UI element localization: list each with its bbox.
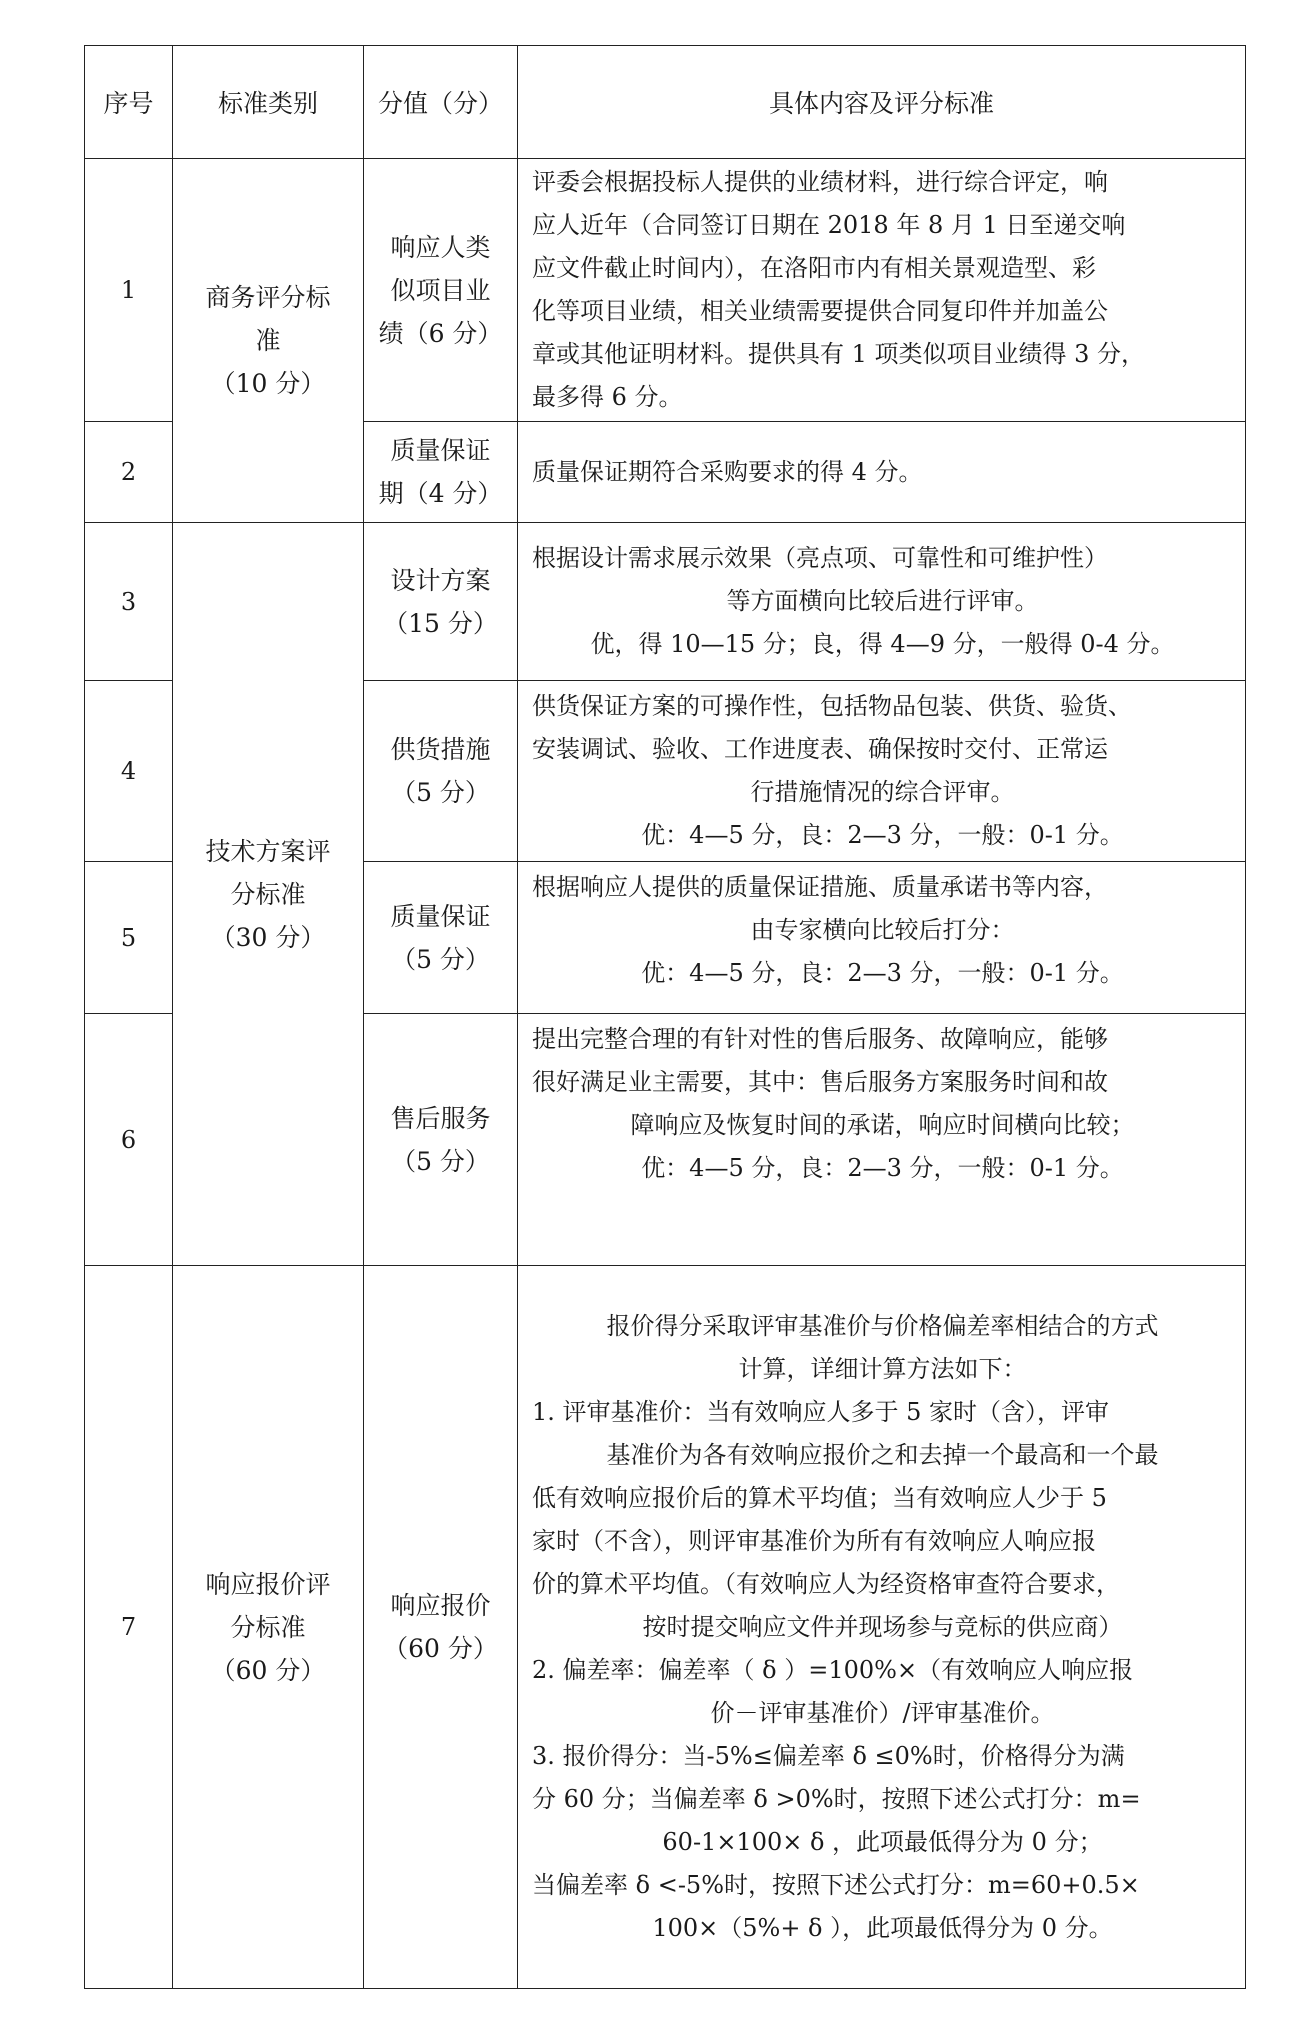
value-line: 售后服务	[390, 1103, 491, 1133]
description	[518, 681, 1246, 862]
desc-line: 应文件截止时间内），在洛阳市内有相关景观造型、彩	[532, 254, 1096, 282]
desc-line: 安装调试、验收、工作进度表、确保按时交付、正常运	[532, 735, 1108, 763]
description	[518, 422, 1246, 523]
value-line: 质量保证	[390, 436, 491, 465]
desc-line: 应人近年（合同签订日期在 2018 年 8 月 1 日至递交响	[532, 211, 1126, 239]
desc-line: 由专家横向比较后打分：	[750, 916, 1015, 944]
category-line: （10 分）	[210, 369, 326, 398]
score-value	[364, 422, 518, 523]
score-value	[364, 862, 518, 1014]
row-number: 4	[85, 681, 173, 862]
score-value	[364, 1266, 518, 1989]
table-row	[85, 523, 1246, 681]
row-number: 1	[85, 159, 173, 422]
category-line: （60 分）	[210, 1655, 326, 1685]
value-line: 响应报价	[390, 1591, 491, 1620]
score-value	[364, 523, 518, 681]
desc-line: 章或其他证明材料。提供具有 1 项类似项目业绩得 3 分，	[532, 340, 1146, 368]
desc-line: 优，得 10—15 分；良，得 4—9 分，一般得 0-4 分。	[590, 630, 1175, 658]
category-technical	[173, 523, 364, 1266]
category-line: 准	[255, 326, 281, 355]
desc-line: 评委会根据投标人提供的业绩材料，进行综合评定，响	[532, 168, 1108, 196]
desc-line: 计算，详细计算方法如下：	[738, 1354, 1027, 1383]
description	[518, 1014, 1246, 1266]
value-line: 似项目业	[390, 275, 491, 305]
category-line: 响应报价评	[205, 1569, 331, 1599]
row-number: 2	[85, 422, 173, 523]
category-line: 商务评分标	[205, 283, 331, 312]
category-line: 分标准	[230, 1612, 306, 1642]
value-line: 响应人类	[390, 232, 491, 262]
value-line: （5 分）	[391, 944, 490, 974]
desc-line: 2. 偏差率：偏差率（ δ ）=100%×（有效响应人响应报	[532, 1655, 1134, 1684]
scoring-criteria-table	[84, 45, 1246, 1989]
desc-line: 很好满足业主需要，其中：售后服务方案服务时间和故	[532, 1068, 1108, 1096]
category-line: 分标准	[230, 879, 306, 909]
desc-line: 家时（不含），则评审基准价为所有有效响应人响应报	[532, 1526, 1096, 1555]
header-row	[85, 46, 1246, 159]
header-value: 分值（分）	[364, 46, 518, 159]
header-no: 序号	[85, 46, 173, 159]
desc-line: 根据设计需求展示效果（亮点项、可靠性和可维护性）	[532, 544, 1108, 572]
score-value	[364, 1014, 518, 1266]
desc-line: 根据响应人提供的质量保证措施、质量承诺书等内容，	[532, 873, 1108, 901]
desc-line: 价－评审基准价）/评审基准价。	[710, 1698, 1055, 1727]
desc-line: 100×（5%+ δ ），此项最低得分为 0 分。	[652, 1913, 1113, 1942]
category-line: （30 分）	[210, 922, 326, 952]
table-row	[85, 159, 1246, 422]
desc-line: 价的算术平均值。（有效响应人为经资格审查符合要求，	[532, 1569, 1120, 1598]
description	[518, 523, 1246, 681]
desc-line: 优：4—5 分，良：2—3 分，一般：0-1 分。	[641, 821, 1124, 849]
value-line: 供货措施	[390, 735, 491, 764]
desc-line: 分 60 分；当偏差率 δ >0%时，按照下述公式打分：m=	[532, 1784, 1141, 1813]
category-price	[173, 1266, 364, 1989]
value-line: （5 分）	[391, 778, 490, 807]
desc-line: 3. 报价得分：当-5%≤偏差率 δ ≤0%时，价格得分为满	[532, 1741, 1125, 1770]
desc-line: 优：4—5 分，良：2—3 分，一般：0-1 分。	[641, 959, 1124, 987]
desc-line: 报价得分采取评审基准价与价格偏差率相结合的方式	[606, 1311, 1159, 1340]
table-row	[85, 1266, 1246, 1989]
row-number: 5	[85, 862, 173, 1014]
value-line: 质量保证	[390, 901, 491, 931]
header-description: 具体内容及评分标准	[518, 46, 1246, 159]
desc-line: 60-1×100× δ ，此项最低得分为 0 分；	[662, 1827, 1103, 1856]
desc-line: 优：4—5 分，良：2—3 分，一般：0-1 分。	[641, 1154, 1124, 1182]
desc-line: 低有效响应报价后的算术平均值；当有效响应人少于 5	[532, 1483, 1107, 1512]
desc-line: 按时提交响应文件并现场参与竞标的供应商）	[642, 1612, 1123, 1641]
value-line: 绩（6 分）	[378, 318, 503, 348]
value-line: 设计方案	[390, 565, 491, 595]
desc-line: 行措施情况的综合评审。	[750, 778, 1015, 806]
desc-line: 1. 评审基准价：当有效响应人多于 5 家时（含），评审	[532, 1397, 1110, 1426]
desc-line: 基准价为各有效响应报价之和去掉一个最高和一个最	[606, 1440, 1159, 1469]
row-number: 7	[85, 1266, 173, 1989]
desc-line: 化等项目业绩，相关业绩需要提供合同复印件并加盖公	[532, 297, 1108, 325]
desc-line: 提出完整合理的有针对性的售后服务、故障响应，能够	[532, 1025, 1108, 1053]
desc-line: 质量保证期符合采购要求的得 4 分。	[532, 457, 923, 486]
desc-line: 等方面横向比较后进行评审。	[726, 587, 1039, 615]
row-number: 3	[85, 523, 173, 681]
desc-line: 供货保证方案的可操作性，包括物品包装、供货、验货、	[532, 692, 1132, 720]
description	[518, 159, 1246, 422]
value-line: （15 分）	[383, 608, 498, 638]
value-line: （5 分）	[391, 1146, 490, 1176]
desc-line: 最多得 6 分。	[532, 383, 683, 411]
row-number: 6	[85, 1014, 173, 1266]
value-line: （60 分）	[383, 1634, 498, 1663]
desc-line: 当偏差率 δ <-5%时，按照下述公式打分：m=60+0.5×	[532, 1870, 1140, 1899]
description	[518, 1266, 1246, 1989]
desc-line: 障响应及恢复时间的承诺，响应时间横向比较；	[630, 1111, 1135, 1139]
score-value	[364, 681, 518, 862]
category-business	[173, 159, 364, 523]
category-line: 技术方案评	[205, 836, 331, 866]
description	[518, 862, 1246, 1014]
score-value	[364, 159, 518, 422]
value-line: 期（4 分）	[378, 479, 503, 508]
header-category: 标准类别	[173, 46, 364, 159]
